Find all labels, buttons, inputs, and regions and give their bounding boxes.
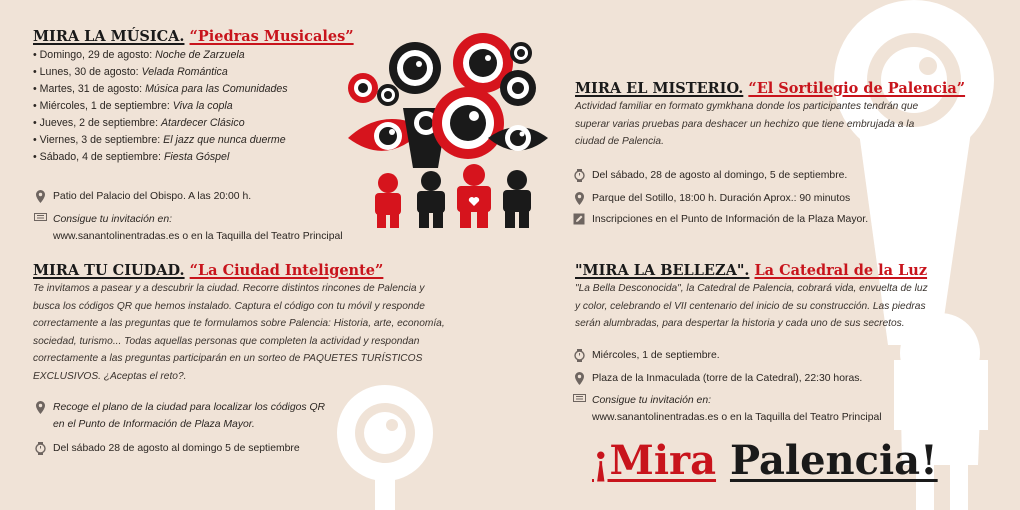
brand-title (592, 437, 938, 484)
belleza-label: "MIRA LA BELLEZA". (575, 262, 750, 279)
ciudad-title: “La Ciudad Inteligente” (189, 262, 384, 279)
brand-palencia: Palencia! (729, 437, 938, 484)
belleza-date: Miércoles, 1 de septiembre. (572, 347, 902, 364)
belleza-ticket: Consigue tu invitación en: www.sanantolinentradas.es o en la Taquilla del Teatro Principal (572, 392, 932, 426)
location-pin-icon (572, 370, 586, 385)
location-pin-icon (33, 188, 47, 203)
misterio-title: “El Sortilegio de Palencia” (748, 80, 966, 97)
ciudad-heading (33, 262, 383, 279)
eye-crowd-illustration (343, 28, 565, 228)
musica-place: Patio del Palacio del Obispo. A las 20:00 h. (33, 188, 363, 205)
belleza-heading (575, 262, 927, 279)
misterio-signup: Inscripciones en el Punto de Información de la Plaza Mayor. (572, 211, 902, 228)
location-pin-icon (572, 190, 586, 205)
belleza-place: Plaza de la Inmaculada (torre de la Catedral), 22:30 horas. (572, 370, 912, 387)
list-item: • Miércoles, 1 de septiembre: Viva la copla (33, 100, 233, 112)
clock-icon (572, 167, 586, 182)
pencil-icon (572, 211, 586, 225)
musica-schedule-list (33, 47, 288, 166)
list-item: • Lunes, 30 de agosto: Velada Romántica (33, 66, 228, 78)
clock-icon (33, 440, 47, 455)
eye-figure-large (834, 0, 994, 510)
list-item: • Domingo, 29 de agosto: Noche de Zarzuela (33, 49, 245, 61)
ciudad-pickup: Recoge el plano de la ciudad para localizar los códigos QR en el Punto de Información de Plaza Mayor. (33, 399, 363, 433)
musica-label: MIRA LA MÚSICA. (33, 28, 185, 45)
ciudad-description: Te invitamos a pasear y a descubrir la ciudad. Recorre distintos rincones de Palencia y busca los códigos QR que hemos instalado. Captura el código con tu móvil y responde correctamente a las preguntas que te formulamos sobre Palencia: Historia, arte, economía, sociedad, turismo... Todas aquellas personas que completen la actividad y respondan correctamente a las preguntas participarán en un sorteo de PAQUETES TURÍSTICOS EXCLUSIVOS. ¿Aceptas el reto?. (33, 283, 445, 382)
list-item: • Jueves, 2 de septiembre: Atardecer Clásico (33, 117, 245, 129)
misterio-heading (575, 80, 965, 97)
musica-ticket: Consigue tu invitación en: www.sanantolinentradas.es o en la Taquilla del Teatro Principal (33, 211, 393, 245)
ciudad-dates: Del sábado 28 de agosto al domingo 5 de septiembre (33, 440, 363, 457)
ticket-icon (572, 392, 586, 402)
brand-mira: ¡Mira (592, 437, 717, 484)
list-item: • Viernes, 3 de septiembre: El jazz que nunca duerme (33, 134, 286, 146)
clock-icon (572, 347, 586, 362)
misterio-description: Actividad familiar en formato gymkhana donde los participantes tendrán que superar varias pruebas para deshacer un hechizo que tiene embrujada a la ciudad de Palencia. (575, 101, 919, 148)
misterio-place: Parque del Sotillo, 18:00 h. Duración Aprox.: 90 minutos (572, 190, 902, 207)
musica-heading (33, 28, 354, 45)
musica-title: “Piedras Musicales” (189, 28, 354, 45)
ciudad-label: MIRA TU CIUDAD. (33, 262, 185, 279)
belleza-description: "La Bella Desconocida", la Catedral de Palencia, cobrará vida, envuelta de luz y color, celebrando el VII centenario del inicio de su construcción. Las piedras serán alumbradas, para despertar la historia y cada uno de sus secretos. (575, 283, 928, 330)
list-item: • Sábado, 4 de septiembre: Fiesta Góspel (33, 151, 230, 163)
list-item: • Martes, 31 de agosto: Música para las Comunidades (33, 83, 288, 95)
misterio-label: MIRA EL MISTERIO. (575, 80, 744, 97)
ticket-icon (33, 211, 47, 221)
misterio-dates: Del sábado, 28 de agosto al domingo, 5 de septiembre. (572, 167, 902, 184)
belleza-title: La Catedral de la Luz (754, 262, 928, 279)
location-pin-icon (33, 399, 47, 414)
